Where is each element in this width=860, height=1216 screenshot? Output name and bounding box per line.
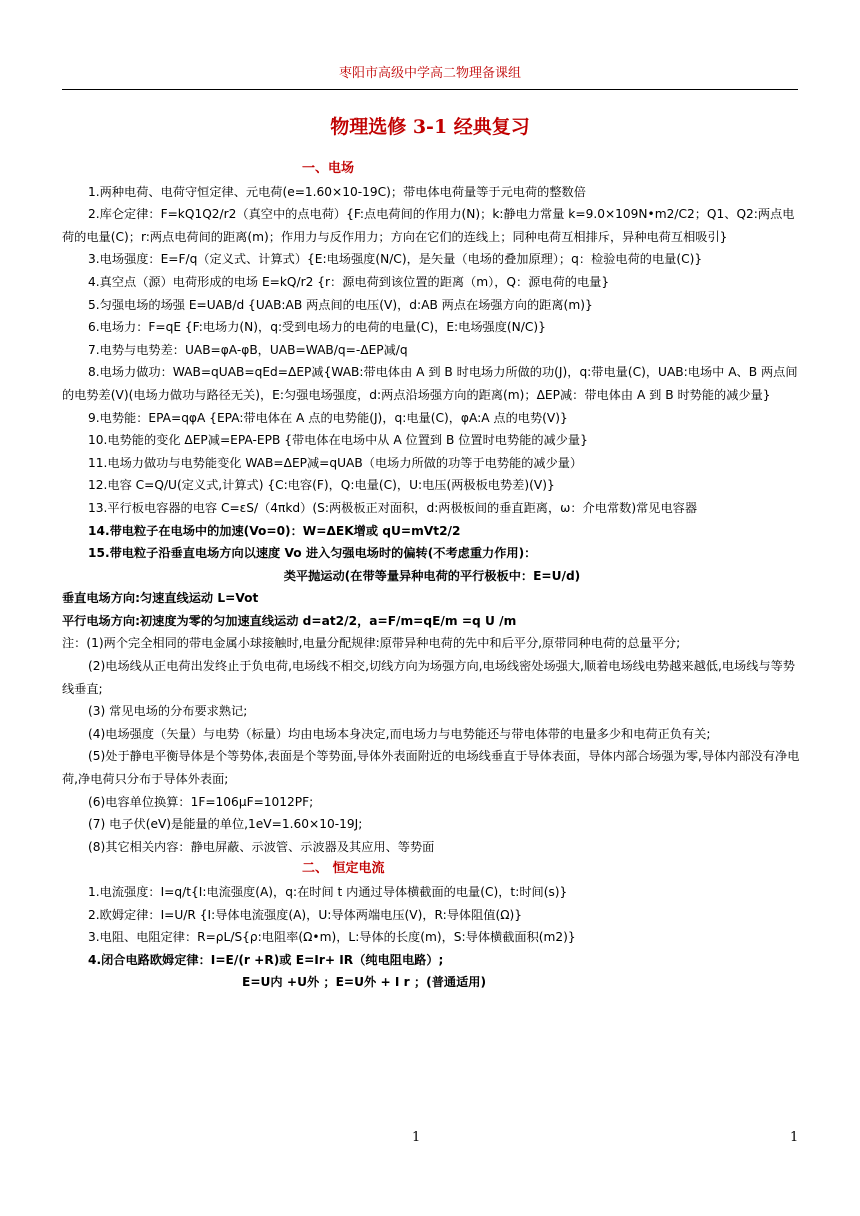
paragraph: 5.匀强电场的场强 E=UAB/d {UAB:AB 两点间的电压(V)，d:AB 两点在场强方向的距离(m)} [88,297,593,312]
paragraph: 3.电场强度：E=F/q（定义式、计算式）{E:电场强度(N/C)，是矢量（电场的叠加原理）；q：检验电荷的电量(C)} [88,252,703,267]
page-header: 枣阳市高级中学高二物理备课组 [338,66,521,81]
note: (8)其它相关内容：静电屏蔽、示波管、示波器及其应用、等势面 [88,839,435,854]
paragraph: 平行电场方向:初速度为零的匀加速直线运动 d=at2/2，a=F/m=qE/m =q U /m [62,613,517,628]
document-title: 物理选修 3-1 经典复习 [330,116,530,138]
note: (5)处于静电平衡导体是个等势体,表面是个等势面,导体外表面附近的电场线垂直于导体表面，导体内部合场强为零,导体内部没有净电荷,净电荷只分布于导体外表面; [62,749,800,787]
paragraph: 14.带电粒子在电场中的加速(Vo=0)：W=ΔEK增或 qU=mVt2/2 [88,523,461,538]
paragraph: 6.电场力：F=qE {F:电场力(N)，q:受到电场力的电荷的电量(C)，E:电场强度(N/C)} [88,320,546,335]
paragraph: E=U内 +U外 ；E=U外 + I r ；(普通适用) [242,975,487,990]
section-heading-current: 二、 恒定电流 [302,861,385,877]
paragraph: 2.欧姆定律：I=U/R {I:导体电流强度(A)，U:导体两端电压(V)，R:导体阻值(Ω)} [88,907,523,922]
paragraph: 7.电势与电势差：UAB=φA-φB，UAB=WAB/q=-ΔEP减/q [88,342,408,357]
paragraph: 4.真空点（源）电荷形成的电场 E=kQ/r2 {r：源电荷到该位置的距离（m），Q：源电荷的电量} [88,274,610,289]
paragraph: 2.库仑定律：F=kQ1Q2/r2（真空中的点电荷）{F:点电荷间的作用力(N)；k:静电力常量 k=9.0×109N•m2/C2；Q1、Q2:两点电荷的电量(C)；r:两点电荷间的距离(m)；作用力与反作用力；方向在它们的连线上；同种电荷互相排斥，异种电荷互相吸引} [62,207,795,244]
note: (4)电场强度（矢量）与电势（标量）均由电场本身决定,而电场力与电势能还与带电体带的电量多少和电荷正负有关; [88,726,711,741]
page-number-center: 1 [412,1130,421,1145]
note: 注：(1)两个完全相同的带电金属小球接触时,电量分配规律:原带异种电荷的先中和后平分,原带同种电荷的总量平分; [62,636,681,651]
paragraph: 10.电势能的变化 ΔEP减=EPA-EPB {带电体在电场中从 A 位置到 B 位置时电势能的减少量} [88,433,588,448]
note: (3) 常见电场的分布要求熟记; [88,704,248,719]
header-divider [62,89,798,90]
paragraph: 15.带电粒子沿垂直电场方向以速度 Vo 进入匀强电场时的偏转(不考虑重力作用)： [88,546,537,561]
paragraph: 垂直电场方向:匀速直线运动 L=Vot [62,591,259,606]
paragraph: 1.两种电荷、电荷守恒定律、元电荷(e=1.60×10-19C)；带电体电荷量等于元电荷的整数倍 [88,184,586,199]
paragraph: 3.电阻、电阻定律：R=ρL/S{ρ:电阻率(Ω•m)，L:导体的长度(m)，S:导体横截面积(m2)} [88,930,576,945]
paragraph: 9.电势能：EPA=qφA {EPA:带电体在 A 点的电势能(J)，q:电量(C)，φA:A 点的电势(V)} [88,410,568,425]
note: (2)电场线从正电荷出发终止于负电荷,电场线不相交,切线方向为场强方向,电场线密处场强大,顺着电场线电势越来越低,电场线与等势线垂直; [62,659,795,696]
paragraph: 13.平行板电容器的电容 C=εS/（4πkd）(S:两极板正对面积，d:两极板间的垂直距离，ω：介电常数)常见电容器 [88,500,698,515]
note: (7) 电子伏(eV)是能量的单位,1eV=1.60×10-19J; [88,817,363,832]
paragraph: 类平抛运动(在带等量异种电荷的平行极板中：E=U/d) [283,568,581,583]
paragraph: 11.电场力做功与电势能变化 WAB=ΔEP减=qUAB（电场力所做的功等于电势能的减少量） [88,455,583,470]
note: (6)电容单位换算：1F=106μF=1012PF; [88,794,314,809]
section-heading-electric-field: 一、电场 [302,161,355,176]
page-number-right: 1 [790,1130,799,1145]
paragraph: 12.电容 C=Q/U(定义式,计算式) {C:电容(F)，Q:电量(C)，U:电压(两极板电势差)(V)} [88,478,555,493]
paragraph: 4.闭合电路欧姆定律：I=E/(r +R)或 E=Ir+ IR（纯电阻电路）; [88,952,444,967]
paragraph: 8.电场力做功：WAB=qUAB=qEd=ΔEP减{WAB:带电体由 A 到 B 时电场力所做的功(J)，q:带电量(C)，UAB:电场中 A、B 两点间的电势差(V)(电场力做功与路径无关)，E:匀强电场强度，d:两点沿场强方向的距离(m)；ΔEP减：带电体由 A 到 B 时势能的减少量} [62,365,798,402]
paragraph: 1.电流强度：I=q/t{I:电流强度(A)，q:在时间 t 内通过导体横截面的电量(C)，t:时间(s)} [88,885,568,899]
document-body [62,158,802,994]
